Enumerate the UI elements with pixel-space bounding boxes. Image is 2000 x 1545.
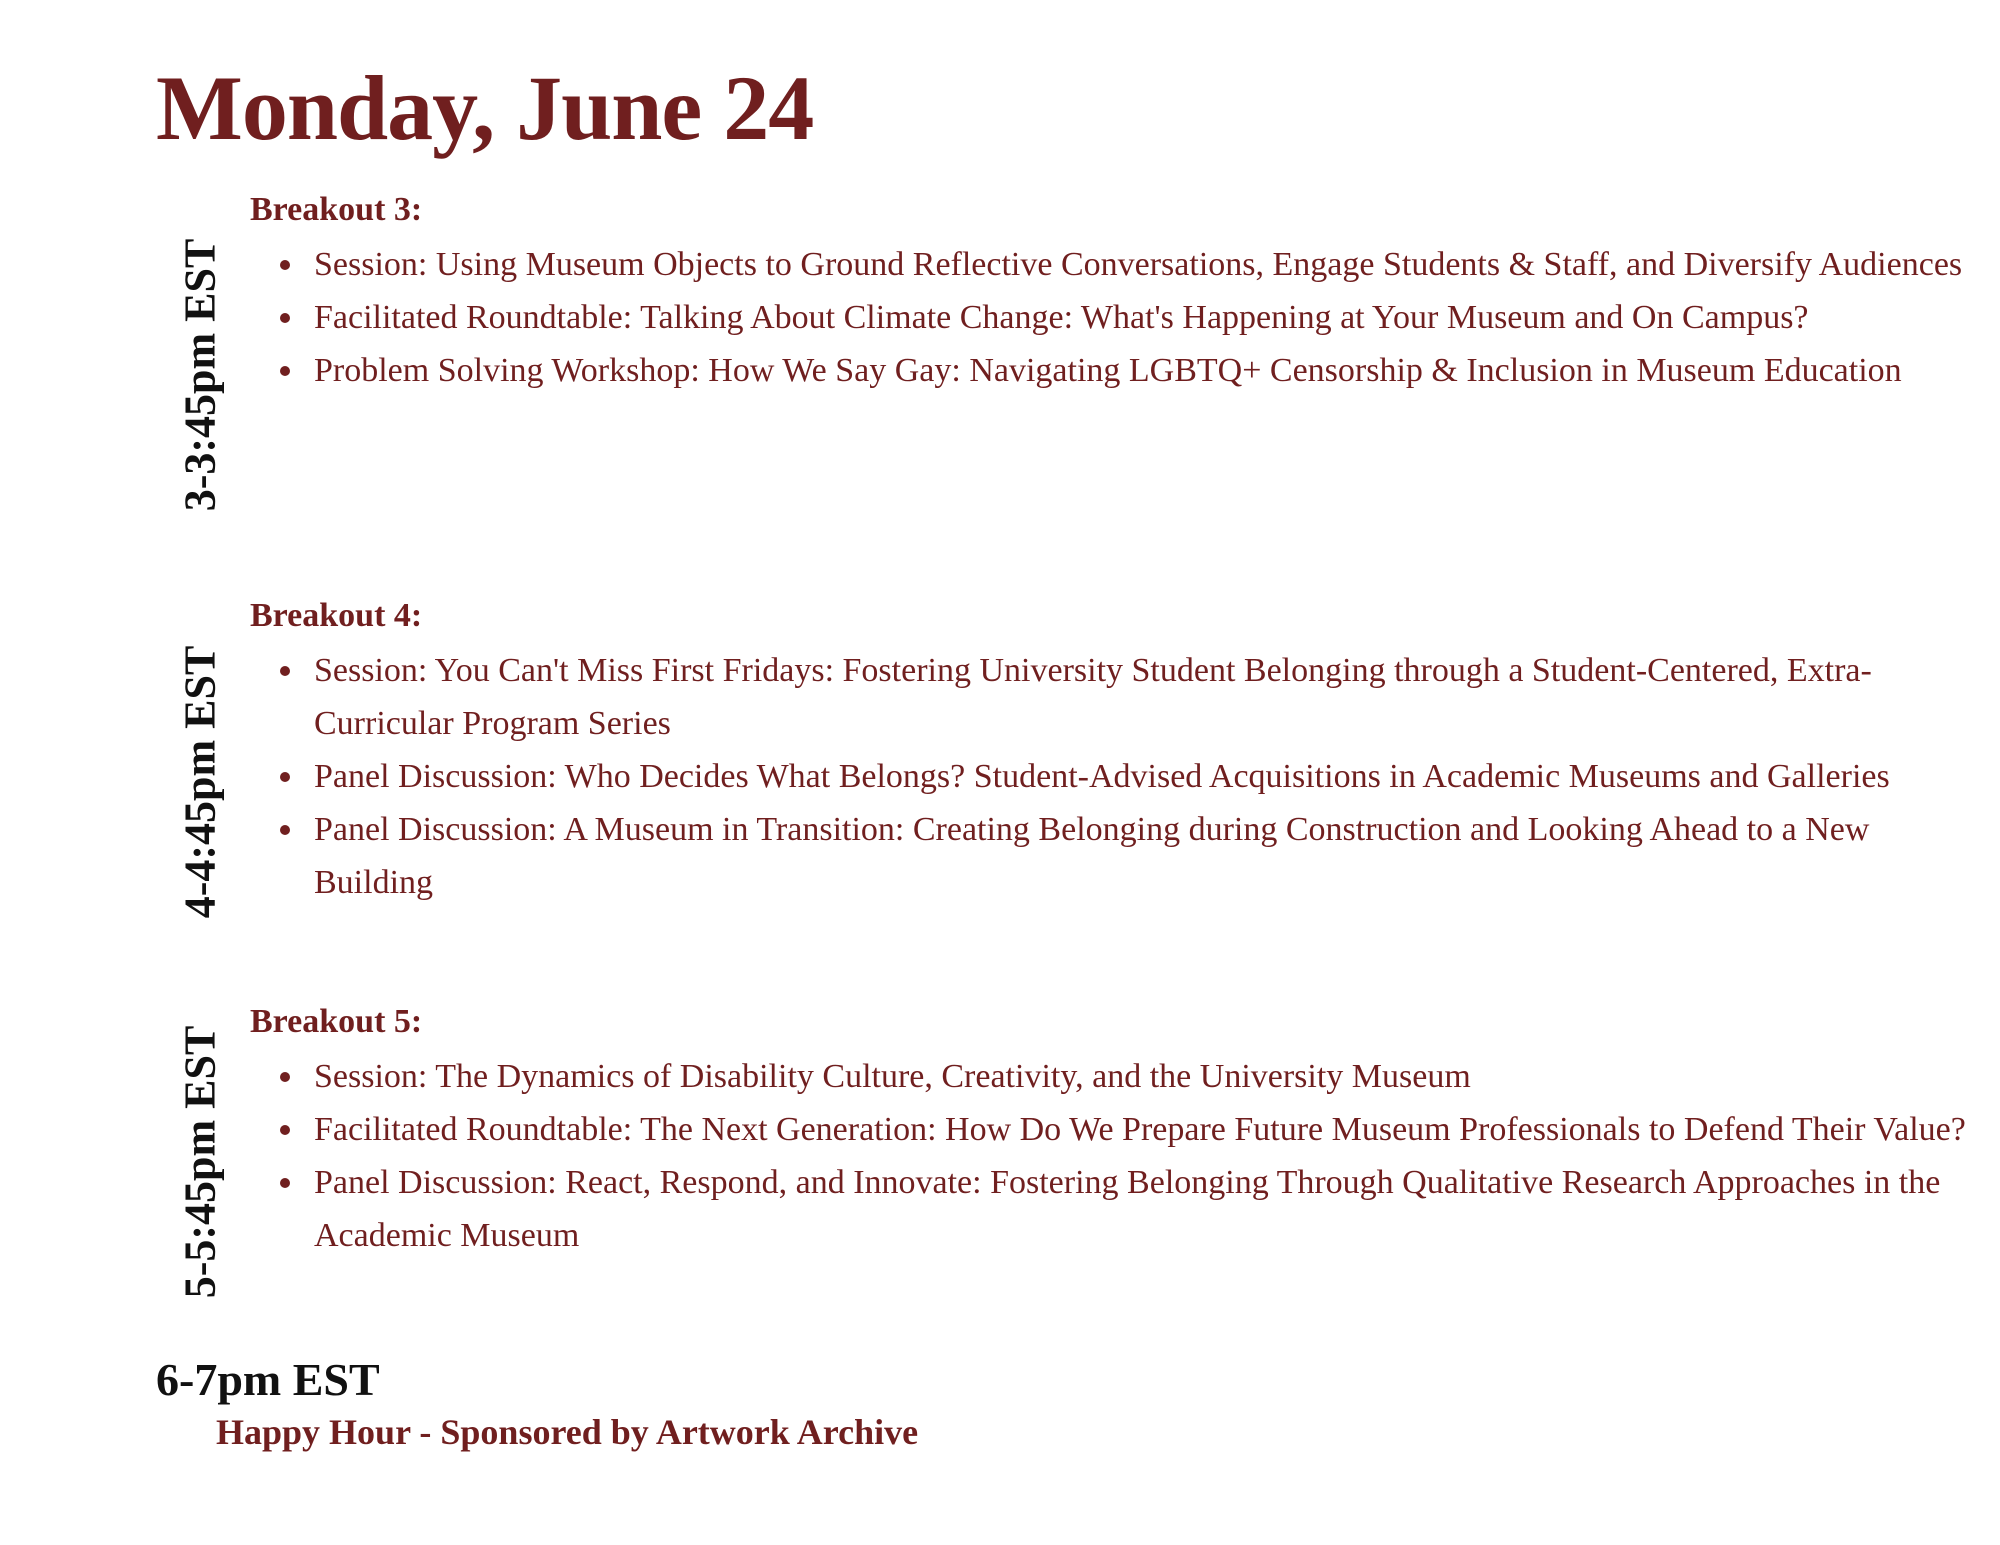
session-text: Session: You Can't Miss First Fridays: Fostering University Student Belonging through a Student-Centered, Extra-Curricular Program Series [314,652,1872,742]
time-label-breakout-3: 3-3:45pm EST [175,238,225,512]
session-item [250,803,1970,909]
breakout-4-block [250,596,1970,909]
bullet-icon [280,1178,290,1188]
session-text: Session: Using Museum Objects to Ground Reflective Conversations, Engage Students & Staff, and Diversify Audiences [314,246,1963,283]
session-text: Panel Discussion: A Museum in Transition: Creating Belonging during Construction and Looking Ahead to a New Building [314,811,1870,901]
bullet-icon [280,825,290,835]
session-item [250,750,1970,803]
breakout-4-session-list [250,644,1970,909]
session-text: Panel Discussion: React, Respond, and Innovate: Fostering Belonging Through Qualitative Research Approaches in the Academic Museum [314,1164,1941,1254]
happy-hour-event: Happy Hour - Sponsored by Artwork Archive [216,1412,919,1452]
session-text: Problem Solving Workshop: How We Say Gay: Navigating LGBTQ+ Censorship & Inclusion in Museum Education [314,352,1902,389]
time-label-breakout-4: 4-4:45pm EST [175,645,225,919]
session-item [250,238,1970,291]
bullet-icon [280,366,290,376]
session-item [250,644,1970,750]
bullet-icon [280,1072,290,1082]
breakout-4-heading: Breakout 4: [250,597,423,634]
bullet-icon [280,1125,290,1135]
breakout-5-heading: Breakout 5: [250,1003,423,1040]
page-title: Monday, June 24 [156,57,814,159]
bullet-icon [280,313,290,323]
session-text: Panel Discussion: Who Decides What Belongs? Student-Advised Acquisitions in Academic Museums and Galleries [314,758,1890,795]
breakout-5-block [250,1002,1970,1262]
breakout-3-block [250,190,1970,397]
session-item [250,1103,1970,1156]
session-item [250,1050,1970,1103]
bullet-icon [280,666,290,676]
session-text: Session: The Dynamics of Disability Culture, Creativity, and the University Museum [314,1058,1471,1095]
bullet-icon [280,260,290,270]
session-text: Facilitated Roundtable: The Next Generation: How Do We Prepare Future Museum Professionals to Defend Their Value? [314,1111,1966,1148]
breakout-3-heading: Breakout 3: [250,191,423,228]
session-item [250,291,1970,344]
happy-hour-time: 6-7pm EST [156,1354,380,1405]
breakout-5-session-list [250,1050,1970,1262]
session-item [250,344,1970,397]
time-label-breakout-5: 5-5:45pm EST [175,1025,225,1299]
breakout-3-session-list [250,238,1970,397]
bullet-icon [280,772,290,782]
session-text: Facilitated Roundtable: Talking About Climate Change: What's Happening at Your Museum and On Campus? [314,299,1809,336]
session-item [250,1156,1970,1262]
